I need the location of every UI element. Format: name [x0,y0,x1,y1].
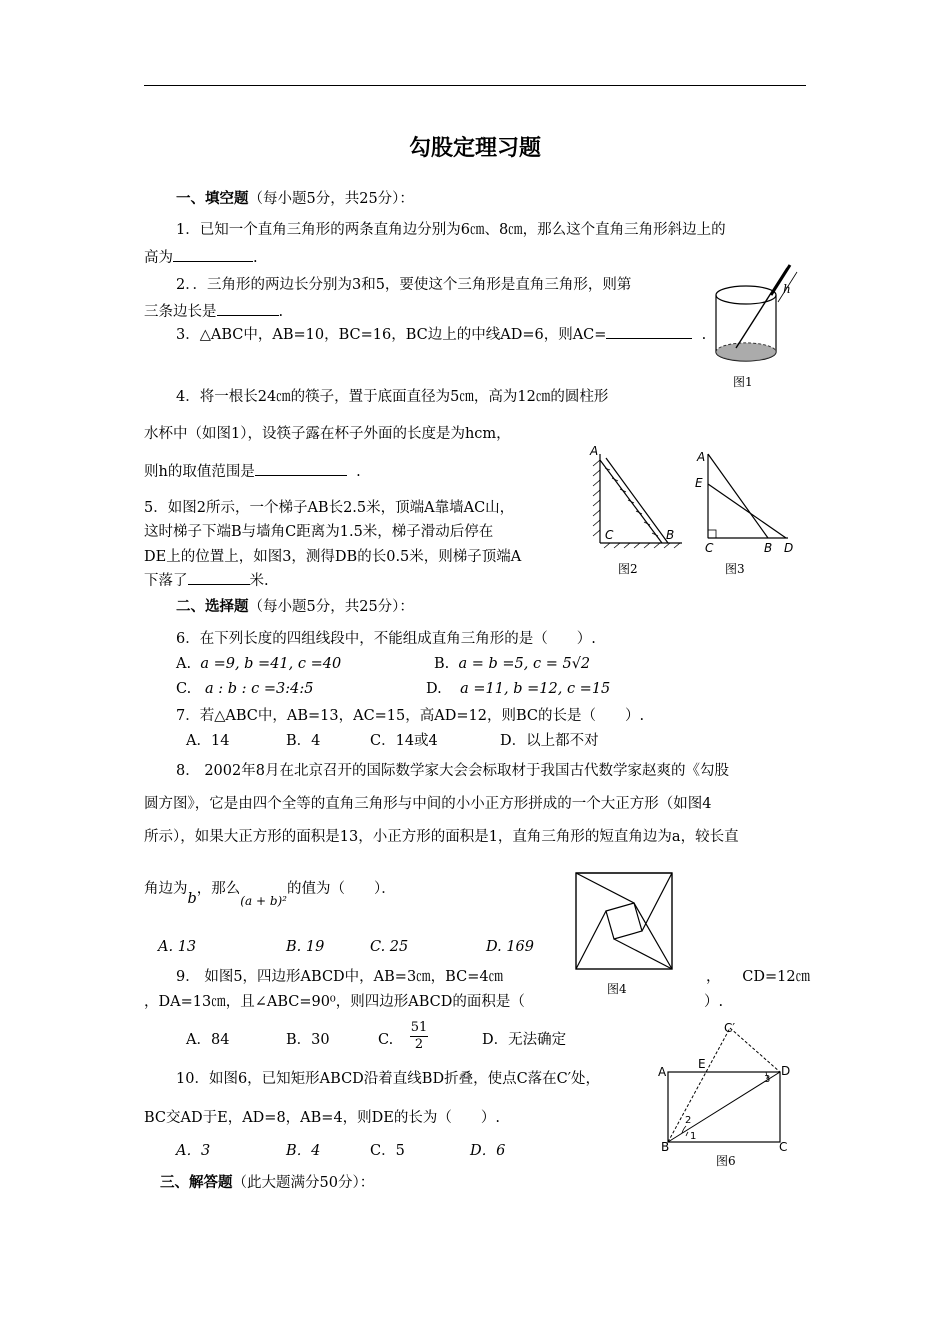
section2-heading: 二、选择题（每小题5分，共25分）： [176,598,414,615]
figure6-caption: 图6 [716,1154,736,1168]
q8-option-d[interactable]: D. 169 [486,939,535,955]
q10-option-a[interactable]: A．3 [176,1143,211,1159]
q8-option-c[interactable]: C. 25 [370,939,409,955]
figure3-label-E: E [695,476,703,490]
q9-option-a[interactable]: A．84 [186,1032,230,1048]
figure6-label-C: C [779,1140,788,1154]
q9-option-c-fraction: 51 2 [410,1020,428,1053]
figure3-caption: 图3 [725,562,745,576]
q3-line: 3．△ABC中，AB=10，BC=16，BC边上的中线AD=6，则AC= . [176,327,707,343]
q4-answer-blank[interactable] [255,463,347,476]
figure6-label-E: E [698,1057,706,1071]
q4-line1: 4．将一根长24㎝的筷子，置于底面直径为5㎝，高为12㎝的圆柱形 [176,389,609,405]
figure6-angle-1: 1 [690,1131,697,1142]
q7-stem: 7．若△ABC中，AB=13，AC=15，高AD=12，则BC的长是（ ）. [176,708,645,724]
q10-line1: 10．如图6，已知矩形ABCD沿着直线BD折叠，使点C落在C′处， [176,1071,601,1087]
figure2-label-A: A [590,444,599,458]
q6-option-c[interactable]: C. a : b : c =3:4:5 [176,681,314,697]
figure4-square [576,873,672,969]
q8-line3: 所示），如果大正方形的面积是13，小正方形的面积是1，直角三角形的短直角边为a，较长直 [144,829,739,845]
figure6-label-Cprime: C′ [724,1021,736,1035]
q1-line1: 1．已知一个直角三角形的两条直角边分别为6㎝、8㎝，那么这个直角三角形斜边上的 [176,222,726,238]
q7-option-b[interactable]: B．4 [286,733,321,749]
q4-line2: 水杯中（如图1），设筷子露在杯子外面的长度是为hcm， [144,426,511,442]
q4-line3: 则h的取值范围是 . [144,464,361,480]
figure3-label-A: A [697,450,706,464]
q9-option-b[interactable]: B．30 [286,1032,330,1048]
q5-line1: 5．如图2所示，一个梯子AB长2.5米，顶端A靠墙AC山， [144,500,515,516]
q8-option-a[interactable]: A. 13 [158,939,197,955]
q9-line1-right: ， CD=12㎝ [706,969,811,985]
q9-option-c[interactable]: C. [378,1032,394,1048]
figure4-caption: 图4 [607,982,627,996]
figure3-ladder [700,450,800,550]
q8-line1: 8． 2002年8月在北京召开的国际数学家大会会标取材于我国古代数学家赵爽的《勾股 [176,763,729,779]
figure6-label-A: A [658,1065,667,1079]
q9-option-d[interactable]: D．无法确定 [482,1032,567,1048]
top-rule [144,85,806,86]
q10-option-c[interactable]: C．5 [370,1143,405,1159]
figure6-label-B: B [661,1140,670,1154]
q5-answer-blank[interactable] [188,572,250,585]
q3-answer-blank[interactable] [606,326,692,339]
page-title: 勾股定理习题 [408,135,541,161]
q9-line2-right: ）. [704,994,724,1010]
figure2-label-C: C [605,528,614,542]
q9-line2: ，DA=13㎝，且∠ABC=90⁰，则四边形ABCD的面积是（ [144,994,525,1010]
q7-option-c[interactable]: C．14或4 [370,733,438,749]
q1-line2: 高为 . [144,250,258,266]
q5-line2: 这时梯子下端B与墙角C距离为1.5米，梯子滑动后停在 [144,524,494,540]
figure3-label-C: C [705,541,714,555]
figure6-angle-2: 2 [685,1115,692,1126]
figure6-rectangle [660,1020,800,1150]
q5-line4: 下落了 米. [144,573,269,589]
figure6-label-D: D [781,1064,791,1078]
figure3-label-B: B [764,541,773,555]
q10-line2: BC交AD于E，AD=8，AB=4，则DE的长为（ ）. [144,1110,500,1126]
q8-line4: 角边为b，那么$_{(a + b)^2}$的值为（ ）． [144,881,396,908]
q6-option-b[interactable]: B. a = b =5, c = 5√2 [434,656,591,672]
q8-option-b[interactable]: B. 19 [286,939,325,955]
figure1-label-h: h [783,282,791,296]
q2-answer-blank[interactable] [217,303,279,316]
figure6-angle-3: 3 [764,1074,771,1085]
figure3-label-D: D [784,541,794,555]
q9-line1: 9． 如图5，四边形ABCD中，AB=3㎝，BC=4㎝ [176,969,504,985]
q5-line3: DE上的位置上，如图3，测得DB的长0.5米，则梯子顶端A [144,549,522,565]
q6-option-a[interactable]: A. a =9, b =41, c =40 [176,656,342,672]
q6-option-d[interactable]: D. a =11, b =12, c =15 [426,681,611,697]
q8-line2: 圆方图》，它是由四个全等的直角三角形与中间的小小正方形拼成的一个大正方形（如图4 [144,796,712,812]
figure1-cylinder [710,260,800,380]
q1-answer-blank[interactable] [173,249,253,262]
section3-heading: 三、解答题（此大题满分50分）： [160,1174,375,1191]
q10-option-d[interactable]: D．6 [470,1143,506,1159]
q6-stem: 6．在下列长度的四组线段中，不能组成直角三角形的是（ ）. [176,631,596,647]
q2-line2: 三条边长是 . [144,304,284,320]
q10-option-b[interactable]: B．4 [286,1143,321,1159]
figure2-label-B: B [666,528,675,542]
section1-heading: 一、填空题（每小题5分，共25分）： [176,190,414,207]
q7-option-a[interactable]: A．14 [186,733,230,749]
q2-line1: 2．．三角形的两边长分别为3和5，要使这个三角形是直角三角形，则第 [176,277,632,293]
figure1-caption: 图1 [733,375,753,389]
q7-option-d[interactable]: D．以上都不对 [500,733,599,749]
figure2-caption: 图2 [618,562,638,576]
